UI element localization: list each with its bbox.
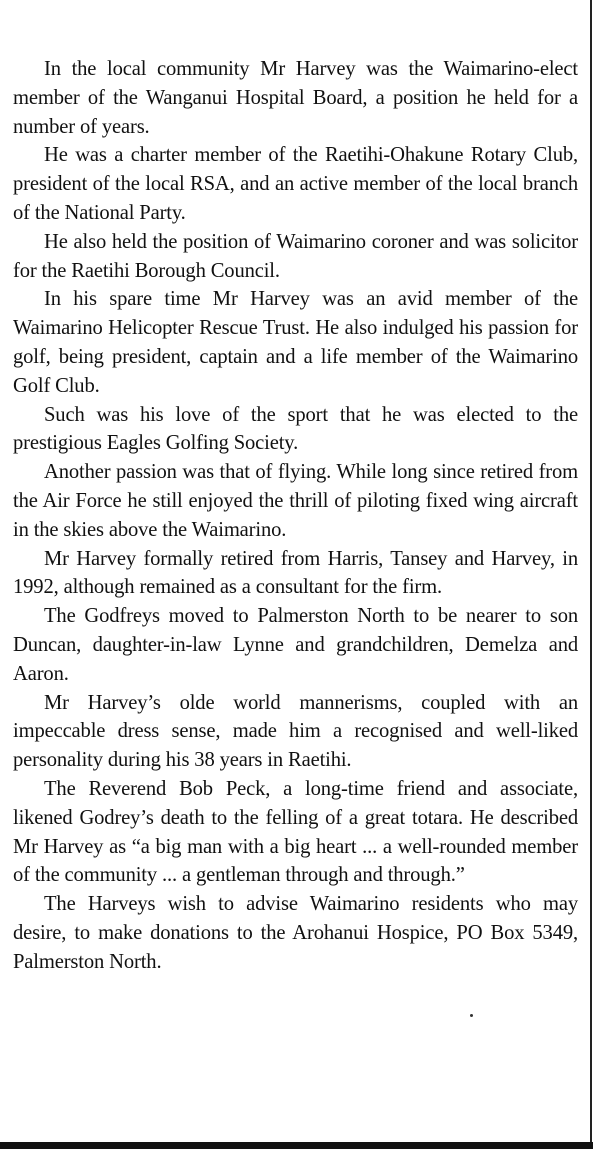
- paragraph-coroner: He also held the position of Waimarino coroner and was solicitor for the Raetihi Borough Council.: [13, 230, 578, 282]
- paragraph-reverend-tribute: The Reverend Bob Peck, a long-time friend and associate, likened Godrey’s death to the felling of a great totara. He described Mr Harvey as “a big man with a big heart ... a well-rounded member of the community ... a gentleman through and through.”: [13, 777, 578, 887]
- paragraph-eagles-society: Such was his love of the sport that he was elected to the prestigious Eagles Golfing Society.: [13, 403, 578, 455]
- right-border-line: [590, 0, 592, 1149]
- paragraph-rotary-club: He was a charter member of the Raetihi-Ohakune Rotary Club, president of the local RSA, and an active member of the local branch of the National Party.: [13, 144, 578, 224]
- paragraph-mannerisms: Mr Harvey’s olde world mannerisms, coupled with an impeccable dress sense, made him a recognised and well-liked personality during his 38 years in Raetihi.: [13, 691, 578, 772]
- print-speck: [470, 1014, 473, 1017]
- paragraph-flying: Another passion was that of flying. While long since retired from the Air Force he still enjoyed the thrill of piloting fixed wing aircraft in the skies above the Waimarino.: [13, 461, 578, 541]
- paragraph-donations: The Harveys wish to advise Waimarino residents who may desire, to make donations to the Arohanui Hospice, PO Box 5349, Palmerston North.: [13, 893, 578, 973]
- paragraph-hospital-board: In the local community Mr Harvey was the Waimarino-elect member of the Wanganui Hospital Board, a position he held for a number of years.: [13, 58, 578, 138]
- paragraph-helicopter-golf: In his spare time Mr Harvey was an avid member of the Waimarino Helicopter Rescue Trust. He also indulged his passion for golf, being president, captain and a life member of the Waimarino Golf Club.: [13, 288, 578, 397]
- paragraph-retirement: Mr Harvey formally retired from Harris, Tansey and Harvey, in 1992, although remained as a consultant for the firm.: [13, 547, 578, 599]
- bottom-border-line: [0, 1142, 593, 1149]
- paragraph-palmerston-north: The Godfreys moved to Palmerston North to be nearer to son Duncan, daughter-in-law Lynne and grandchildren, Demelza and Aaron.: [13, 605, 578, 685]
- article-column: [13, 55, 578, 977]
